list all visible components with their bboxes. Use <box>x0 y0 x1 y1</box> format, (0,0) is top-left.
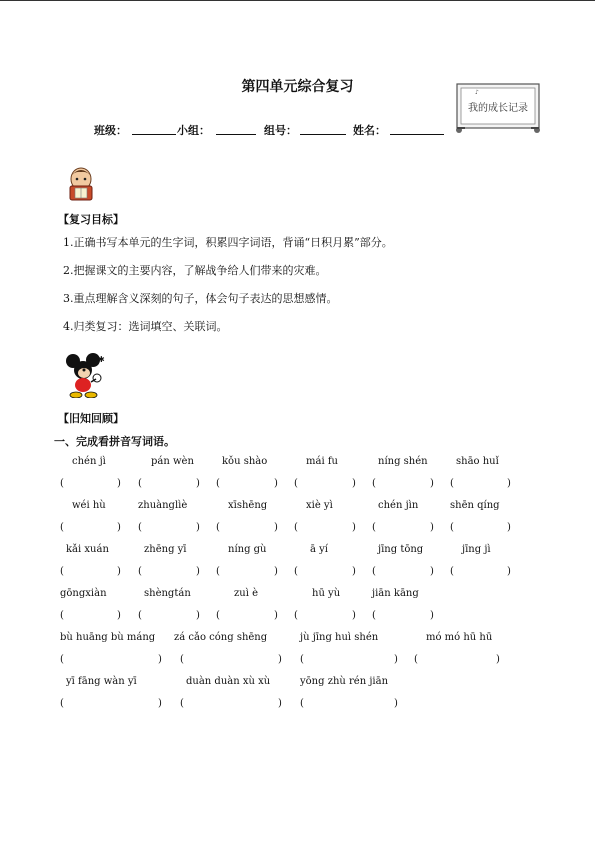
close-paren: ) <box>278 654 282 665</box>
page-title: 第四单元综合复习 <box>241 79 354 95</box>
number-field[interactable] <box>300 134 346 135</box>
pinyin-word: níng gù <box>228 544 267 555</box>
pinyin-word: kǎi xuán <box>66 544 109 555</box>
svg-text:我的成长记录: 我的成长记录 <box>468 103 528 114</box>
pinyin-word: zhēng yī <box>144 544 187 555</box>
pinyin-word: jīng tōng <box>378 544 424 555</box>
pinyin-word: pán wèn <box>151 456 194 467</box>
close-paren: ) <box>158 698 162 709</box>
name-label: 姓名： <box>353 124 386 137</box>
pinyin-word: jù jīng huì shén <box>300 632 379 643</box>
group-field[interactable] <box>216 134 256 135</box>
close-paren: ) <box>430 610 434 621</box>
open-paren[interactable]: ( <box>180 654 184 665</box>
close-paren: ) <box>196 478 200 489</box>
pinyin-word: shèngtán <box>144 588 191 599</box>
open-paren[interactable]: ( <box>60 698 64 709</box>
reading-boy-image <box>61 166 101 204</box>
open-paren[interactable]: ( <box>372 566 376 577</box>
pinyin-word: xīshēng <box>228 500 268 511</box>
open-paren[interactable]: ( <box>372 610 376 621</box>
pinyin-word: zuì è <box>234 588 259 599</box>
name-field[interactable] <box>390 134 444 135</box>
open-paren[interactable]: ( <box>300 698 304 709</box>
open-paren[interactable]: ( <box>216 478 220 489</box>
number-label: 组号： <box>264 124 297 137</box>
close-paren: ) <box>430 478 434 489</box>
open-paren[interactable]: ( <box>294 522 298 533</box>
pinyin-word: mái fu <box>306 456 338 467</box>
pinyin-word: xiè yì <box>306 500 333 511</box>
pinyin-word: jīng jì <box>462 544 491 555</box>
pinyin-word: wéi hù <box>72 500 106 511</box>
pinyin-word: jiān kāng <box>372 588 419 599</box>
growth-record-stamp <box>455 82 541 134</box>
close-paren: ) <box>117 610 121 621</box>
open-paren[interactable]: ( <box>414 654 418 665</box>
open-paren[interactable]: ( <box>60 478 64 489</box>
pinyin-word: yōng zhù rén jiān <box>300 676 389 687</box>
open-paren[interactable]: ( <box>138 478 142 489</box>
open-paren[interactable]: ( <box>372 522 376 533</box>
group-label: 小组： <box>177 124 210 137</box>
close-paren: ) <box>278 698 282 709</box>
pinyin-word: ā yí <box>310 544 328 555</box>
close-paren: ) <box>430 522 434 533</box>
open-paren[interactable]: ( <box>372 478 376 489</box>
review-heading: 【旧知回顾】 <box>58 412 124 425</box>
close-paren: ) <box>430 566 434 577</box>
open-paren[interactable]: ( <box>294 610 298 621</box>
open-paren[interactable]: ( <box>138 522 142 533</box>
goal-item: 3.重点理解含义深刻的句子，体会句子表达的思想感情。 <box>63 292 338 305</box>
open-paren[interactable]: ( <box>216 522 220 533</box>
svg-text:♪: ♪ <box>475 89 479 96</box>
open-paren[interactable]: ( <box>60 566 64 577</box>
open-paren[interactable]: ( <box>294 478 298 489</box>
close-paren: ) <box>352 478 356 489</box>
close-paren: ) <box>274 522 278 533</box>
section-title: 一、完成看拼音写词语。 <box>54 435 175 448</box>
close-paren: ) <box>274 610 278 621</box>
top-rule <box>0 0 595 1</box>
close-paren: ) <box>274 566 278 577</box>
open-paren[interactable]: ( <box>294 566 298 577</box>
goals-heading: 【复习目标】 <box>58 213 124 226</box>
close-paren: ) <box>507 566 511 577</box>
pinyin-word: zá cǎo cóng shēng <box>174 632 268 643</box>
open-paren[interactable]: ( <box>60 654 64 665</box>
pinyin-word: duàn duàn xù xù <box>186 676 271 687</box>
pinyin-word: shāo huǐ <box>456 456 499 467</box>
open-paren[interactable]: ( <box>138 610 142 621</box>
pinyin-word: chén jì <box>72 456 106 467</box>
close-paren: ) <box>117 478 121 489</box>
close-paren: ) <box>352 566 356 577</box>
close-paren: ) <box>117 522 121 533</box>
close-paren: ) <box>507 478 511 489</box>
goal-item: 1.正确书写本单元的生字词，积累四字词语，背诵“日积月累”部分。 <box>63 236 393 249</box>
pinyin-word: yī fāng wàn yī <box>66 676 137 687</box>
close-paren: ) <box>117 566 121 577</box>
pinyin-word: gōngxiàn <box>60 588 107 599</box>
close-paren: ) <box>352 610 356 621</box>
pinyin-word: níng shén <box>378 456 428 467</box>
open-paren[interactable]: ( <box>450 478 454 489</box>
open-paren[interactable]: ( <box>216 566 220 577</box>
open-paren[interactable]: ( <box>60 610 64 621</box>
open-paren[interactable]: ( <box>450 566 454 577</box>
mickey-mouse-image <box>62 352 106 398</box>
pinyin-word: shēn qíng <box>450 500 500 511</box>
pinyin-word: chén jìn <box>378 500 419 511</box>
close-paren: ) <box>394 698 398 709</box>
pinyin-word: kǒu shào <box>222 456 268 467</box>
open-paren[interactable]: ( <box>60 522 64 533</box>
close-paren: ) <box>274 478 278 489</box>
open-paren[interactable]: ( <box>216 610 220 621</box>
open-paren[interactable]: ( <box>180 698 184 709</box>
class-label: 班级： <box>94 124 127 137</box>
class-field[interactable] <box>132 134 176 135</box>
close-paren: ) <box>507 522 511 533</box>
pinyin-word: zhuànglìè <box>138 500 188 511</box>
open-paren[interactable]: ( <box>300 654 304 665</box>
close-paren: ) <box>196 522 200 533</box>
pinyin-word: bù huāng bù máng <box>60 632 156 643</box>
pinyin-word: hū yù <box>312 588 341 599</box>
open-paren[interactable]: ( <box>450 522 454 533</box>
close-paren: ) <box>196 566 200 577</box>
close-paren: ) <box>394 654 398 665</box>
close-paren: ) <box>496 654 500 665</box>
open-paren[interactable]: ( <box>138 566 142 577</box>
pinyin-word: mó mó hū hū <box>426 632 493 643</box>
close-paren: ) <box>158 654 162 665</box>
goal-item: 2.把握课文的主要内容，了解战争给人们带来的灾难。 <box>63 264 327 277</box>
close-paren: ) <box>352 522 356 533</box>
goal-item: 4.归类复习：选词填空、关联词。 <box>63 320 228 333</box>
svg-text:✱: ✱ <box>98 355 105 364</box>
close-paren: ) <box>196 610 200 621</box>
